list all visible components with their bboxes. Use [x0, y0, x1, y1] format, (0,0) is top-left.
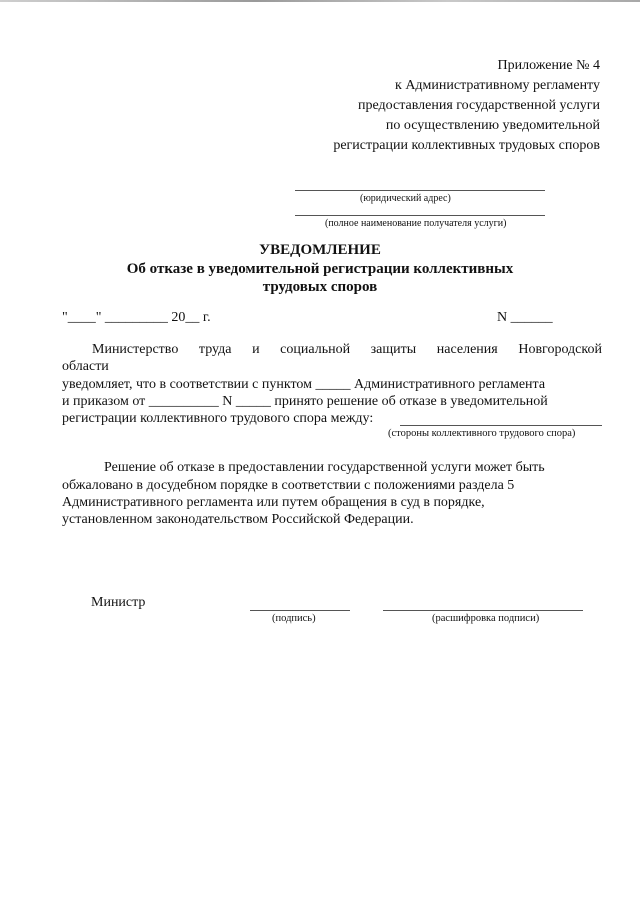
appendix-header	[280, 56, 600, 156]
body-line-5: регистрации коллективного трудового спора между:	[62, 411, 374, 426]
legal-address-caption: (юридический адрес)	[360, 193, 451, 204]
body-word: населения	[436, 342, 498, 357]
signature-caption: (подпись)	[272, 613, 316, 624]
appendix-line: регистрации коллективных трудовых споров	[333, 138, 600, 153]
body-line-3: уведомляет, что в соответствии с пунктом _____ Административного регламента	[62, 377, 546, 392]
body-word: и	[252, 342, 260, 357]
body-line-2: области	[62, 359, 109, 374]
body-word: защиты	[370, 342, 417, 357]
parties-line	[400, 425, 602, 426]
appendix-line: предоставления государственной услуги	[358, 98, 600, 113]
body-word: Министерство	[92, 342, 179, 357]
legal-address-line	[295, 190, 545, 191]
recipient-name-line	[295, 215, 545, 216]
appendix-line: по осуществлению уведомительной	[385, 118, 600, 133]
appeal-line-3: Административного регламента или путем обращения в суд в порядке,	[62, 495, 485, 510]
recipient-name-caption: (полное наименование получателя услуги)	[325, 218, 507, 229]
document-subtitle-cont: трудовых споров	[262, 279, 378, 295]
appeal-line-4: установленном законодательством Российской Федерации.	[62, 512, 414, 527]
number-field: N ______	[497, 310, 553, 325]
appeal-line-1: Решение об отказе в предоставлении государственной услуги может быть	[104, 460, 545, 475]
body-word: социальной	[280, 342, 351, 357]
signature-decoding-line	[383, 610, 583, 611]
signer-role: Министр	[91, 595, 146, 610]
date-field: "____" _________ 20__ г.	[62, 310, 211, 325]
body-line-1	[92, 341, 602, 359]
document-title: УВЕДОМЛЕНИЕ	[259, 242, 381, 258]
body-word: труда	[198, 342, 232, 357]
appendix-line: к Административному регламенту	[395, 78, 600, 93]
parties-caption: (стороны коллективного трудового спора)	[388, 428, 576, 439]
signature-line	[250, 610, 350, 611]
appeal-line-2: обжаловано в досудебном порядке в соответствии с положениями раздела 5	[62, 478, 515, 493]
scan-edge	[0, 0, 640, 2]
body-word: Новгородской	[518, 342, 602, 357]
document-subtitle: Об отказе в уведомительной регистрации коллективных	[126, 261, 514, 277]
body-line-4: и приказом от __________ N _____ принято решение об отказе в уведомительной	[62, 394, 548, 409]
signature-decoding-caption: (расшифровка подписи)	[432, 613, 540, 624]
appendix-line: Приложение № 4	[497, 58, 600, 73]
